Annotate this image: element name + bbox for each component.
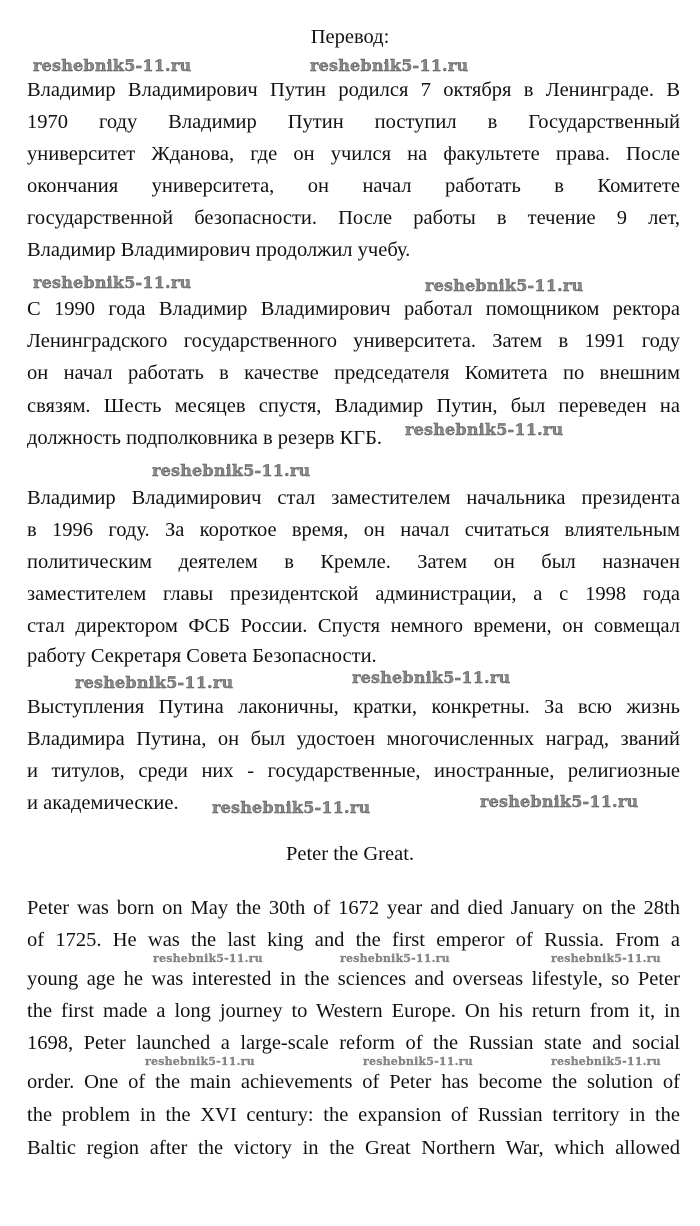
text-line: Владимир Владимирович Путин родился 7 октября в Ленинграде. В (27, 79, 680, 101)
text-line: Владимира Путина, он был удостоен многочисленных наград, званий (27, 728, 680, 750)
text-line: университет Жданова, где он учился на факультете права. После (27, 143, 680, 165)
page-title: Перевод: (310, 26, 390, 48)
text-line: заместителем главы президентской администрации, а с 1998 года (27, 583, 680, 605)
text-line: в 1996 году. За короткое время, он начал считаться влиятельным (27, 519, 680, 541)
text-line: young age he was interested in the sciences and overseas lifestyle, so Peter (27, 968, 680, 990)
text-line: of 1725. He was the last king and the first emperor of Russia. From a (27, 929, 680, 951)
watermark: reshebnik5-11.ru (33, 56, 192, 75)
text-line: С 1990 года Владимир Владимирович работал помощником ректора (27, 298, 680, 320)
text-line: Владимир Владимирович стал заместителем начальника президента (27, 487, 680, 509)
text-line: государственной безопасности. После работы в течение 9 лет, (27, 207, 680, 229)
text-line: order. One of the main achievements of Peter has become the solution of (27, 1071, 680, 1093)
watermark: reshebnik5-11.ru (480, 792, 639, 811)
text-line: и титулов, среди них - государственные, иностранные, религиозные (27, 760, 680, 782)
text-line: окончания университета, он начал работать в Комитете (27, 175, 680, 197)
watermark: reshebnik5-11.ru (352, 668, 511, 687)
text-line: стал директором ФСБ России. Спустя немного времени, он совмещал (27, 615, 680, 637)
watermark: reshebnik5-11.ru (33, 273, 192, 292)
text-line: работу Секретаря Совета Безопасности. (27, 645, 377, 667)
text-line: Ленинградского государственного университета. Затем в 1991 году (27, 330, 680, 352)
watermark: reshebnik5-11.ru (75, 673, 234, 692)
text-line: 1970 году Владимир Путин поступил в Государственный (27, 111, 680, 133)
text-line: Baltic region after the victory in the Great Northern War, which allowed (27, 1137, 680, 1159)
text-line: связям. Шесть месяцев спустя, Владимир Путин, был переведен на (27, 395, 680, 417)
text-line: 1698, Peter launched a large-scale reform of the Russian state and social (27, 1032, 680, 1054)
watermark: reshebnik5-11.ru (310, 56, 469, 75)
text-line: Peter was born on May the 30th of 1672 year and died January on the 28th (27, 897, 680, 919)
watermark: reshebnik5-11.ru (340, 952, 450, 965)
text-line: он начал работать в качестве председателя Комитета по внешним (27, 362, 680, 384)
watermark: reshebnik5-11.ru (551, 952, 661, 965)
text-line: и академические. (27, 792, 179, 814)
watermark: reshebnik5-11.ru (551, 1055, 661, 1068)
watermark: reshebnik5-11.ru (405, 420, 564, 439)
watermark: reshebnik5-11.ru (363, 1055, 473, 1068)
text-line: the first made a long journey to Western Europe. On his return from it, in (27, 1000, 680, 1022)
text-line: the problem in the XVI century: the expansion of Russian territory in the (27, 1104, 680, 1126)
watermark: reshebnik5-11.ru (153, 952, 263, 965)
text-line: должность подполковника в резерв КГБ. (27, 427, 383, 449)
text-line: Владимир Владимирович продолжил учебу. (27, 239, 411, 261)
text-line: Выступления Путина лаконичны, кратки, конкретны. За всю жизнь (27, 696, 680, 718)
watermark: reshebnik5-11.ru (212, 798, 371, 817)
watermark: reshebnik5-11.ru (425, 276, 584, 295)
english-title: Peter the Great. (285, 843, 415, 865)
text-line: политическим деятелем в Кремле. Затем он был назначен (27, 551, 680, 573)
watermark: reshebnik5-11.ru (152, 461, 311, 480)
watermark: reshebnik5-11.ru (145, 1055, 255, 1068)
